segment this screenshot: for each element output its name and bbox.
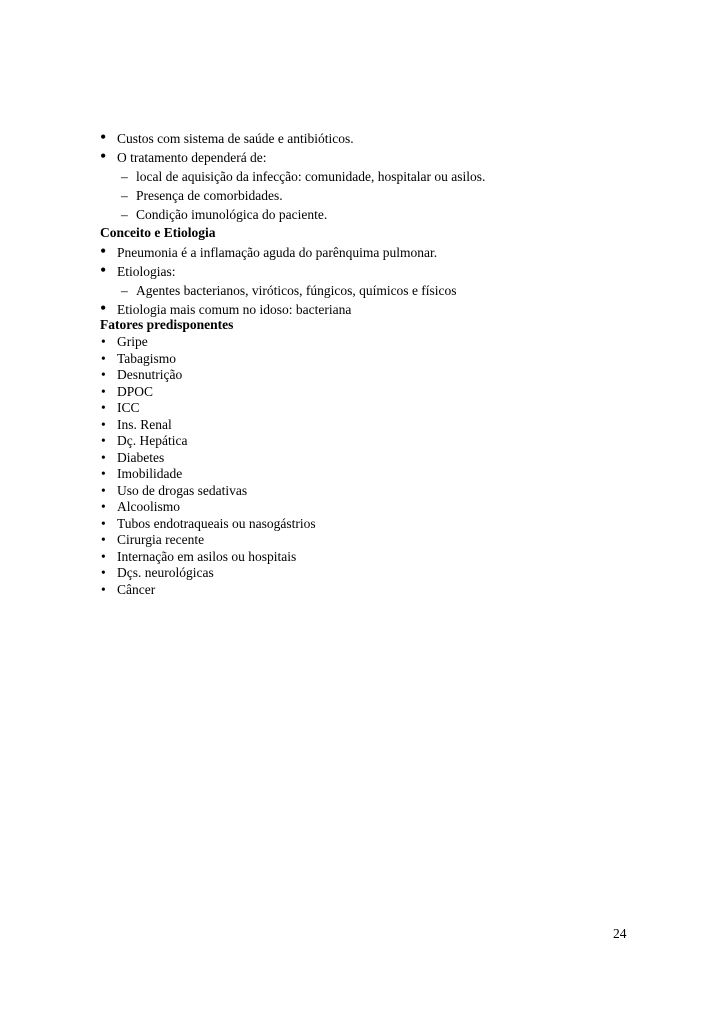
list-item: Custos com sistema de saúde e antibióticos. bbox=[117, 131, 354, 146]
bullet-icon: • bbox=[100, 146, 107, 166]
bullet-icon: • bbox=[101, 582, 106, 597]
section-heading: Conceito e Etiologia bbox=[100, 225, 216, 240]
dash-icon: – bbox=[121, 188, 128, 203]
list-item: Etiologia mais comum no idoso: bacteriana bbox=[117, 302, 352, 317]
bullet-icon: • bbox=[101, 483, 106, 498]
bullet-icon: • bbox=[101, 499, 106, 514]
list-item: Desnutrição bbox=[117, 367, 183, 382]
list-item: Dç. Hepática bbox=[117, 433, 188, 448]
bullet-icon: • bbox=[101, 450, 106, 465]
dash-icon: – bbox=[121, 169, 128, 184]
list-item: O tratamento dependerá de: bbox=[117, 150, 267, 165]
bullet-icon: • bbox=[100, 298, 107, 318]
bullet-icon: • bbox=[101, 565, 106, 580]
list-item: Tubos endotraqueais ou nasogástrios bbox=[117, 516, 316, 531]
bullet-icon: • bbox=[101, 532, 106, 547]
sub-list-item: Presença de comorbidades. bbox=[136, 188, 283, 203]
list-item: Etiologias: bbox=[117, 264, 176, 279]
bullet-icon: • bbox=[101, 351, 106, 366]
bullet-icon: • bbox=[101, 549, 106, 564]
list-item: Ins. Renal bbox=[117, 417, 172, 432]
bullet-icon: • bbox=[100, 241, 107, 261]
list-item: Gripe bbox=[117, 334, 148, 349]
sub-list-item: Condição imunológica do paciente. bbox=[136, 207, 328, 222]
list-item: Cirurgia recente bbox=[117, 532, 205, 547]
bullet-icon: • bbox=[101, 433, 106, 448]
list-item: Câncer bbox=[117, 582, 156, 597]
list-item: Imobilidade bbox=[117, 466, 183, 481]
bullet-icon: • bbox=[101, 417, 106, 432]
list-item: DPOC bbox=[117, 384, 154, 399]
dash-icon: – bbox=[121, 283, 128, 298]
list-item: Uso de drogas sedativas bbox=[117, 483, 248, 498]
list-item: Tabagismo bbox=[117, 351, 177, 366]
bullet-icon: • bbox=[101, 384, 106, 399]
list-item: Dçs. neurológicas bbox=[117, 565, 214, 580]
sub-list-item: local de aquisição da infecção: comunidade, hospitalar ou asilos. bbox=[136, 169, 486, 184]
sub-list-item: Agentes bacterianos, viróticos, fúngicos, químicos e físicos bbox=[136, 283, 457, 298]
section-heading: Fatores predisponentes bbox=[100, 317, 234, 332]
bullet-icon: • bbox=[101, 466, 106, 481]
bullet-icon: • bbox=[101, 367, 106, 382]
bullet-icon: • bbox=[101, 516, 106, 531]
list-item: Pneumonia é a inflamação aguda do parênquima pulmonar. bbox=[117, 245, 438, 260]
list-item: Diabetes bbox=[117, 450, 165, 465]
list-item: Internação em asilos ou hospitais bbox=[117, 549, 297, 564]
page-number: 24 bbox=[613, 926, 627, 941]
bullet-icon: • bbox=[100, 260, 107, 280]
bullet-icon: • bbox=[101, 400, 106, 415]
list-item: ICC bbox=[117, 400, 140, 415]
list-item: Alcoolismo bbox=[117, 499, 180, 514]
bullet-icon: • bbox=[101, 334, 106, 349]
bullet-icon: • bbox=[100, 127, 107, 147]
dash-icon: – bbox=[121, 207, 128, 222]
